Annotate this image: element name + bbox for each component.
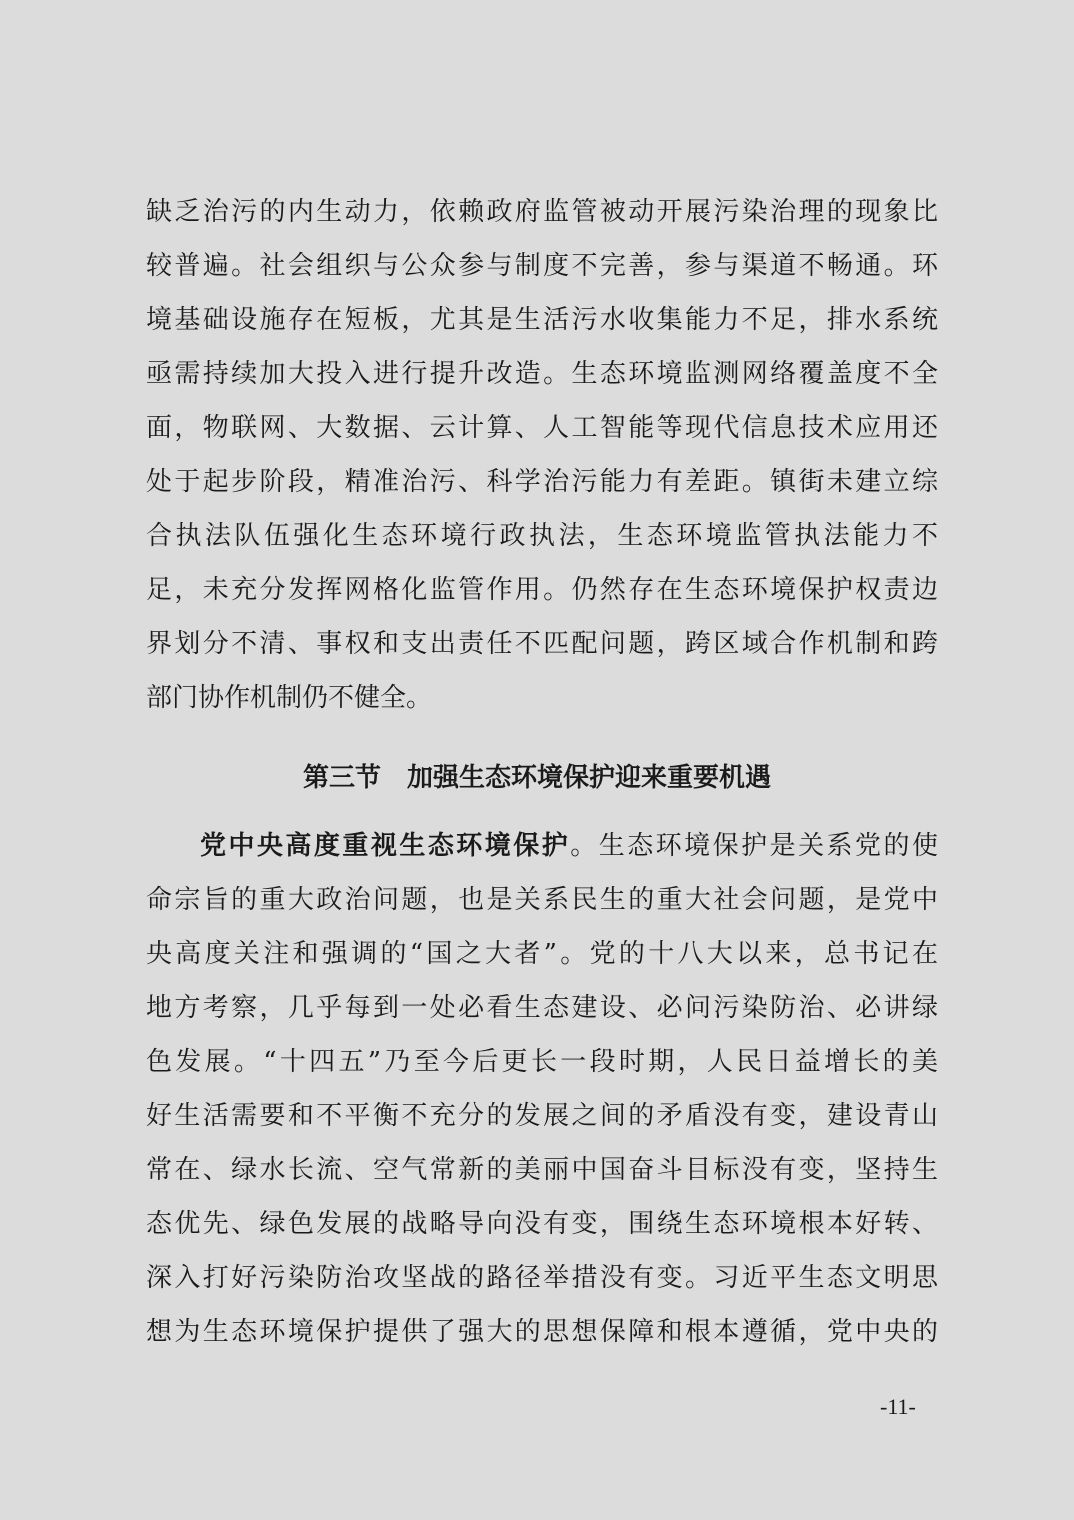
page-number: -11- (880, 1394, 916, 1419)
paragraph2-line: 深入打好污染防治攻坚战的路径举措没有变。习近平生态文明思 (146, 1263, 938, 1293)
paragraph2-line: 地方考察，几乎每到一处必看生态建设、必问污染防治、必讲绿 (146, 993, 938, 1023)
paragraph2-line: 好生活需要和不平衡不充分的发展之间的矛盾没有变，建设青山 (146, 1101, 938, 1131)
paragraph1-line: 合执法队伍强化生态环境行政执法，生态环境监管执法能力不 (146, 521, 938, 551)
paragraph2-line: 命宗旨的重大政治问题，也是关系民生的重大社会问题，是党中 (146, 885, 938, 915)
paragraph1-line: 缺乏治污的内生动力，依赖政府监管被动开展污染治理的现象比 (146, 197, 938, 227)
paragraph1-line: 亟需持续加大投入进行提升改造。生态环境监测网络覆盖度不全 (146, 359, 938, 389)
paragraph1-line: 面，物联网、大数据、云计算、人工智能等现代信息技术应用还 (146, 413, 938, 443)
paragraph2-first-line (200, 826, 938, 866)
paragraph2-line: 态优先、绿色发展的战略导向没有变，围绕生态环境根本好转、 (146, 1209, 938, 1239)
paragraph1-line: 境基础设施存在短板，尤其是生活污水收集能力不足，排水系统 (146, 305, 938, 335)
paragraph1-line: 足，未充分发挥网格化监管作用。仍然存在生态环境保护权责边 (146, 575, 938, 605)
section-heading: 第三节 加强生态环境保护迎来重要机遇 (302, 763, 771, 793)
paragraph2-line: 色发展。“十四五”乃至今后更长一段时期，人民日益增长的美 (146, 1047, 938, 1077)
paragraph2-line: 想为生态环境保护提供了强大的思想保障和根本遵循，党中央的 (146, 1317, 938, 1347)
paragraph2-lead-rest: 。生态环境保护是关系党的使 (570, 831, 938, 861)
paragraph1-line: 处于起步阶段，精准治污、科学治污能力有差距。镇街未建立综 (146, 467, 938, 497)
paragraph1-line: 界划分不清、事权和支出责任不匹配问题，跨区域合作机制和跨 (146, 629, 938, 659)
paragraph1-line: 较普遍。社会组织与公众参与制度不完善，参与渠道不畅通。环 (146, 251, 938, 281)
paragraph2-line: 央高度关注和强调的“国之大者”。党的十八大以来，总书记在 (146, 939, 938, 969)
paragraph2-lead-bold: 党中央高度重视生态环境保护 (200, 831, 571, 861)
paragraph1-line: 部门协作机制仍不健全。 (146, 683, 433, 713)
paragraph2-line: 常在、绿水长流、空气常新的美丽中国奋斗目标没有变，坚持生 (146, 1155, 938, 1185)
